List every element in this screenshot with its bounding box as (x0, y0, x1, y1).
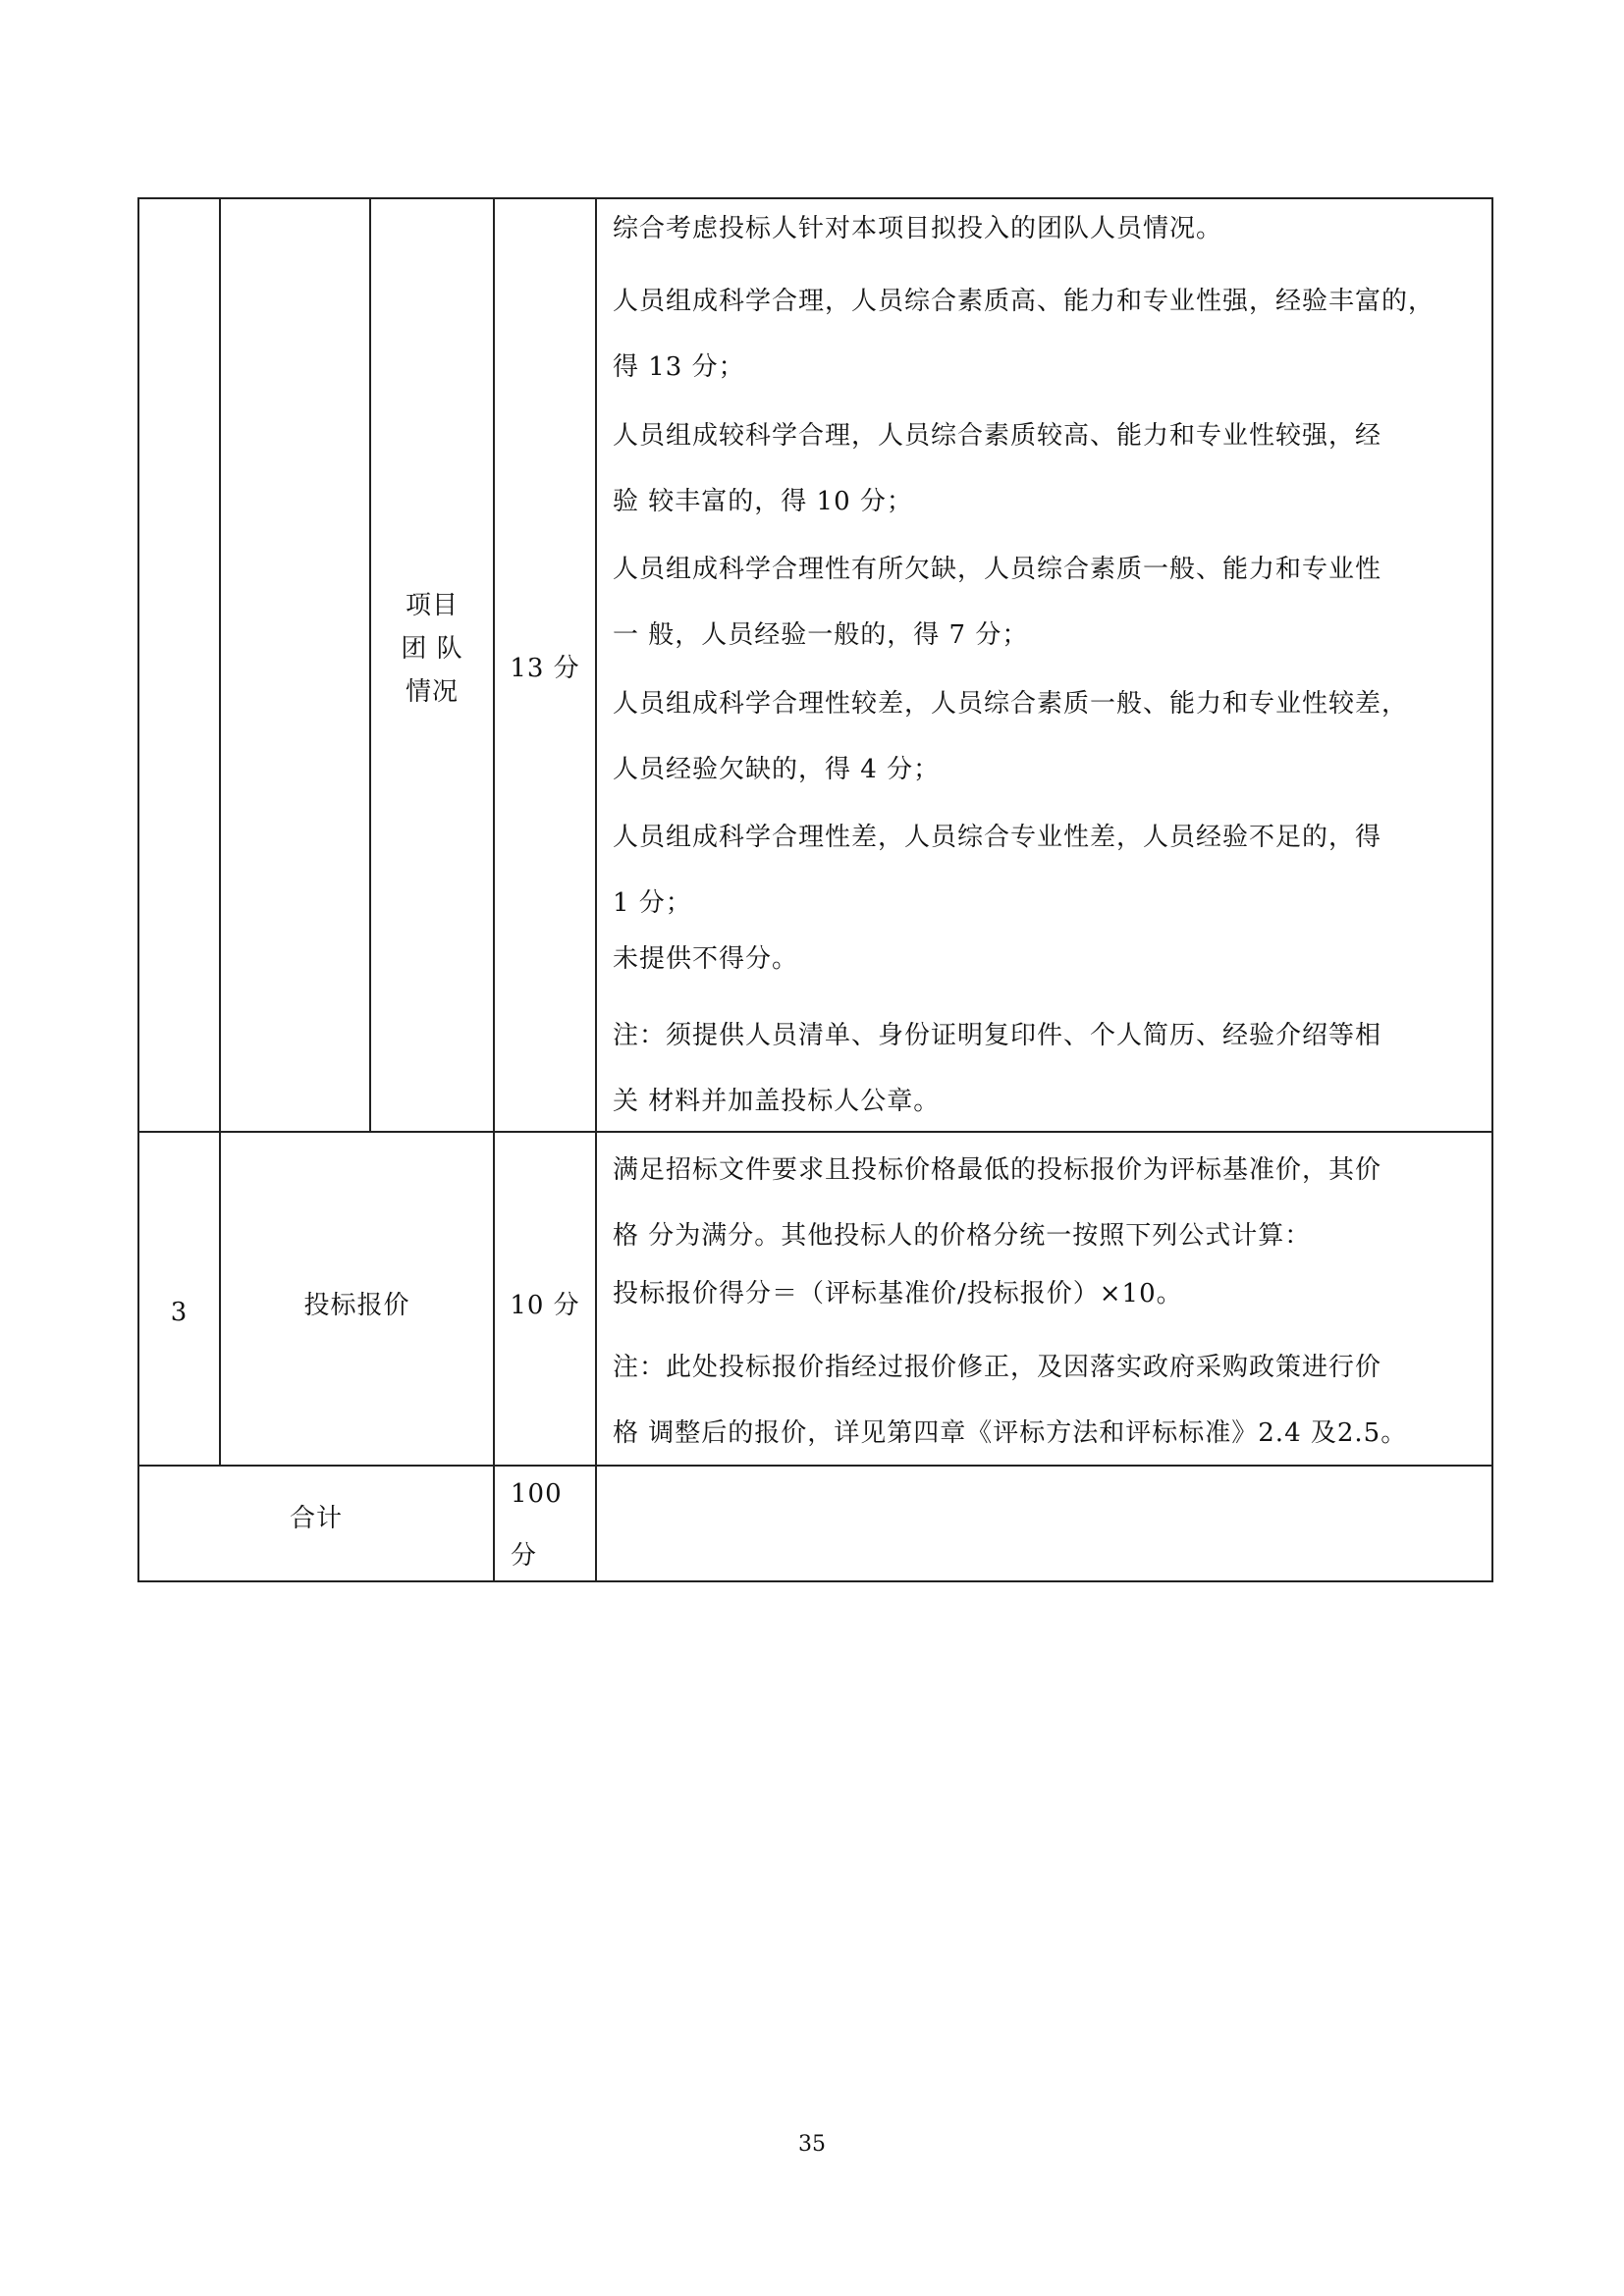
page-number: 35 (798, 2132, 826, 2157)
team-criteria-line-9: 人员经验欠缺的，得 4 分； (613, 755, 941, 784)
table-border-top (137, 197, 1493, 199)
price-criteria-line-5: 格 调整后的报价，详见第四章《评标方法和评标标准》2.4 及2.5。 (613, 1418, 1408, 1448)
team-criteria-line-12: 未提供不得分。 (613, 944, 799, 974)
total-score-line-2: 分 (511, 1541, 538, 1571)
team-criteria-line-14: 关 材料并加盖投标人公章。 (613, 1087, 941, 1116)
column-divider-item (493, 197, 495, 1582)
team-criteria-line-8: 人员组成科学合理性较差，人员综合素质一般、能力和专业性较差， (613, 689, 1409, 719)
team-item-label (371, 584, 493, 714)
price-item-label: 投标报价 (303, 1291, 410, 1320)
price-criteria-line-4: 注：此处投标报价指经过报价修正，及因落实政府采购政策进行价 (613, 1353, 1382, 1382)
team-score: 13 分 (510, 654, 580, 683)
team-label-line-3: 情况 (405, 677, 459, 707)
team-criteria-line-1: 综合考虑投标人针对本项目拟投入的团队人员情况。 (613, 214, 1223, 243)
row-divider-team-price (137, 1131, 1493, 1133)
column-divider-score (595, 197, 597, 1582)
table-border-right (1491, 197, 1493, 1582)
team-criteria-line-3: 得 13 分； (613, 352, 745, 382)
total-label: 合计 (289, 1504, 343, 1533)
team-criteria-line-11: 1 分； (613, 888, 692, 918)
team-label-line-1: 项目 (405, 591, 459, 620)
row-divider-price-total (137, 1465, 1493, 1467)
price-criteria-line-2: 格 分为满分。其他投标人的价格分统一按照下列公式计算： (613, 1221, 1312, 1251)
price-row-index: 3 (170, 1298, 189, 1327)
table-border-bottom (137, 1580, 1493, 1582)
price-criteria-line-1: 满足招标文件要求且投标价格最低的投标报价为评标基准价，其价 (613, 1155, 1382, 1185)
price-score: 10 分 (510, 1291, 580, 1320)
team-criteria-line-5: 验 较丰富的，得 10 分； (613, 487, 913, 516)
team-criteria-line-6: 人员组成科学合理性有所欠缺，人员综合素质一般、能力和专业性 (613, 555, 1382, 584)
team-criteria-line-4: 人员组成较科学合理，人员综合素质较高、能力和专业性较强，经 (613, 421, 1382, 451)
table-border-left (137, 197, 139, 1582)
team-criteria-line-2: 人员组成科学合理，人员综合素质高、能力和专业性强，经验丰富的， (613, 287, 1435, 316)
team-criteria-line-10: 人员组成科学合理性差，人员综合专业性差，人员经验不足的，得 (613, 823, 1382, 852)
column-divider-index (219, 197, 221, 1467)
team-criteria-line-7: 一 般，人员经验一般的，得 7 分； (613, 620, 1029, 650)
team-label-line-2: 团 队 (401, 634, 463, 664)
total-score-line-1: 100 (511, 1479, 563, 1509)
price-criteria-line-3: 投标报价得分＝（评标基准价/投标报价）×10。 (613, 1279, 1183, 1308)
team-criteria-line-13: 注：须提供人员清单、身份证明复印件、个人简历、经验介绍等相 (613, 1021, 1382, 1050)
